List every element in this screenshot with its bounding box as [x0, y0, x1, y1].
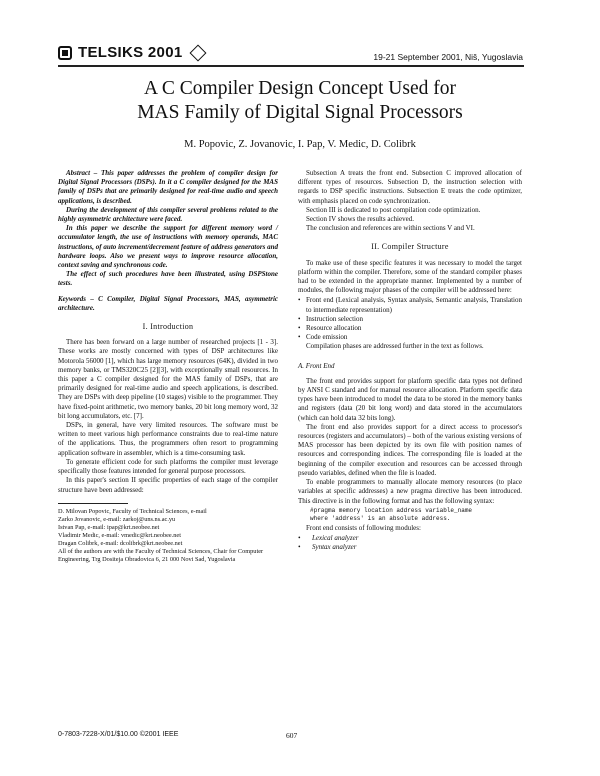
footnote: Vladimir Medic, e-mail: vmedic@krt.neobee.net: [58, 531, 181, 539]
list-item: • Lexical analyzer: [298, 534, 522, 543]
intro-p2: DSPs, in general, have very limited resources. The software must be written to meet various high performance constraints due to real-time nature of the applications. Thus, the programmers often resort to programming application software in assembler, which is a time-consuming task.: [58, 421, 278, 457]
list-item: • Resource allocation: [298, 324, 522, 333]
subsection-heading-front-end: A. Front End: [298, 361, 335, 370]
list-item: • Front end (Lexical analysis, Syntax analysis, Semantic analysis, Translation to intermediate representation): [298, 296, 522, 314]
frontend-p3: To enable programmers to manually allocate memory resources (to place variables at specific addresses) a new pragma directive has been introduced. This directive is in the following format and has the following syntax:: [298, 478, 522, 505]
abstract-lead: Abstract –: [66, 169, 98, 177]
author-list: M. Popovic, Z. Jovanovic, I. Pap, V. Medic, D. Colibrk: [184, 139, 416, 150]
abstract-p3: In this paper we describe the support for different memory word / accumulator length, the use of instructions with memory operands, MAC instructions, of auto increment/decrement feature of address generators and hardware loops. Also we present ways to improve resource allocation, context saving and synchronous code.: [58, 224, 278, 270]
frontend-p1: The front end provides support for platform specific data types not defined by ANSI C standard and for manual resource allocation. Platform specific data types have been introduced to model the data to be stored in the memory banks and registers (data (20 bit long word) and data stored in the accumulators (which can hold data 32 bits long).: [298, 376, 522, 422]
frontend-p4: Front end consists of following modules:: [306, 523, 421, 532]
isbn-footer: 0-7803-7228-X/01/$10.00 ©2001 IEEE: [58, 731, 179, 738]
list-item: • Instruction selection: [298, 315, 522, 324]
page-number: 607: [286, 731, 298, 740]
code-line: #pragma memory location address variable_name: [310, 506, 473, 514]
phase-list: [298, 296, 522, 342]
structure-p2: Compilation phases are addressed further in the text as follows.: [306, 342, 484, 351]
diamond-icon: [190, 44, 207, 61]
keywords: Keywords – C Compiler, Digital Signal Processors, MAS, asymmetric architecture.: [58, 294, 278, 312]
abstract: [58, 169, 278, 289]
paper-title: [40, 77, 560, 125]
title-line-2: MAS Family of Digital Signal Processors: [137, 102, 463, 123]
right-column: [298, 169, 522, 552]
section-heading-compiler-structure: II. Compiler Structure: [371, 242, 449, 252]
footnote: Istvan Pap, e-mail: ipap@krt.neobee.net: [58, 523, 160, 531]
conference-name: TELSIKS 2001: [78, 44, 183, 61]
footnote: Zarko Jovanovic, e-mail: zarkoj@uns.ns.ac.yu: [58, 515, 176, 523]
abstract-p1: This paper addresses the problem of compiler design for Digital Signal Processors (DSPs). In it a C compiler designed for the MAS family of DSPs that are primarily designed for real-time audio and speech applications, is described.: [58, 169, 279, 205]
telsiks-mark-icon: [58, 46, 72, 60]
footnote: D. Milovan Popovic, Faculty of Technical Sciences, e-mail: [58, 507, 207, 515]
list-item: • Code emission: [298, 333, 522, 342]
abstract-p4: The effect of such procedures have been illustrated, using DSPStone tests.: [58, 270, 278, 288]
intro-p3: To generate efficient code for such platforms the compiler must leverage specifically those features intended for general purpose processors.: [58, 457, 278, 476]
overview-p2: Section III is dedicated to post compilation code optimization.: [306, 205, 481, 214]
overview-p3: Section IV shows the results achieved.: [306, 215, 414, 224]
left-column: [58, 169, 278, 564]
list-item: • Syntax analyzer: [298, 543, 522, 552]
footnotes: [58, 508, 278, 564]
section-heading-introduction: I. Introduction: [142, 322, 194, 332]
title-line-1: A C Compiler Design Concept Used for: [144, 78, 456, 99]
structure-p1: To make use of these specific features it was necessary to model the target platform within the compiler. Therefore, some of the standard compiler phases had to be extended in the appropriate manner. Implemented by a number of modules, the following major phases of the compiler will be addressed here:: [298, 258, 522, 295]
intro-p1: There has been forward on a large number of researched projects [1 - 3]. These works are mostly concerned with types of DSP architectures like Motorola 56000 [1], which has large memory resources (64K), divided in two memory banks, or TMS320C25 [2][3], with exceptionally small resources. In this paper a C compiler designed for the MAS family of DSPs, that are primarily designed for real-time audio and speech applications, is described. They are DSPs with deep pipeline (10 stages) visible to the programmer. They have fixed-point arithmetic, two memory banks, 20 bit long memory word, 32 bit long accumulators, etc. [7].: [58, 338, 278, 420]
module-list: [298, 534, 522, 552]
header-rule: [58, 65, 524, 67]
code-note: where 'address' is an absolute address.: [310, 515, 451, 523]
intro-p4: In this paper's section II specific properties of each stage of the compiler structure have been addressed:: [58, 476, 278, 494]
conference-logo: [58, 44, 204, 61]
abstract-p2: During the development of this compiler several problems related to the highly asymmetric architecture were faced.: [58, 205, 278, 224]
footnote: Dragan Colibrk, e-mail: dcolibrk@krt.neobee.net: [58, 539, 183, 547]
conference-date-place: 19-21 September 2001, Niš, Yugoslavia: [373, 52, 523, 62]
overview-p4: The conclusion and references are within sections V and VI.: [306, 224, 475, 233]
footnote-rule: [58, 503, 128, 504]
overview-p1: Subsection A treats the front end. Subsection C improved allocation of different types of resources. Subsection D, the instruction selection with regards to DSP specific instructions. Subsection E treats the code optimizer, with emphasis placed on code synchronization.: [298, 169, 522, 205]
footnote: All of the authors are with the Faculty of Technical Sciences, Chair for Computer Engineering, Trg Dositeja Obradovica 6, 21 000 Novi Sad, Yugoslavia: [58, 547, 264, 563]
frontend-p2: The front end also provides support for a direct access to processor's resources (registers and accumulators) – both of the various existing versions of MAS processor has been depicted by its own file with position names of resources and corresponding indices. The corresponding file is loaded at the beginning of the compiler execution and resources can be accessed through pseudo variables, defined when the file is loaded.: [298, 422, 522, 477]
